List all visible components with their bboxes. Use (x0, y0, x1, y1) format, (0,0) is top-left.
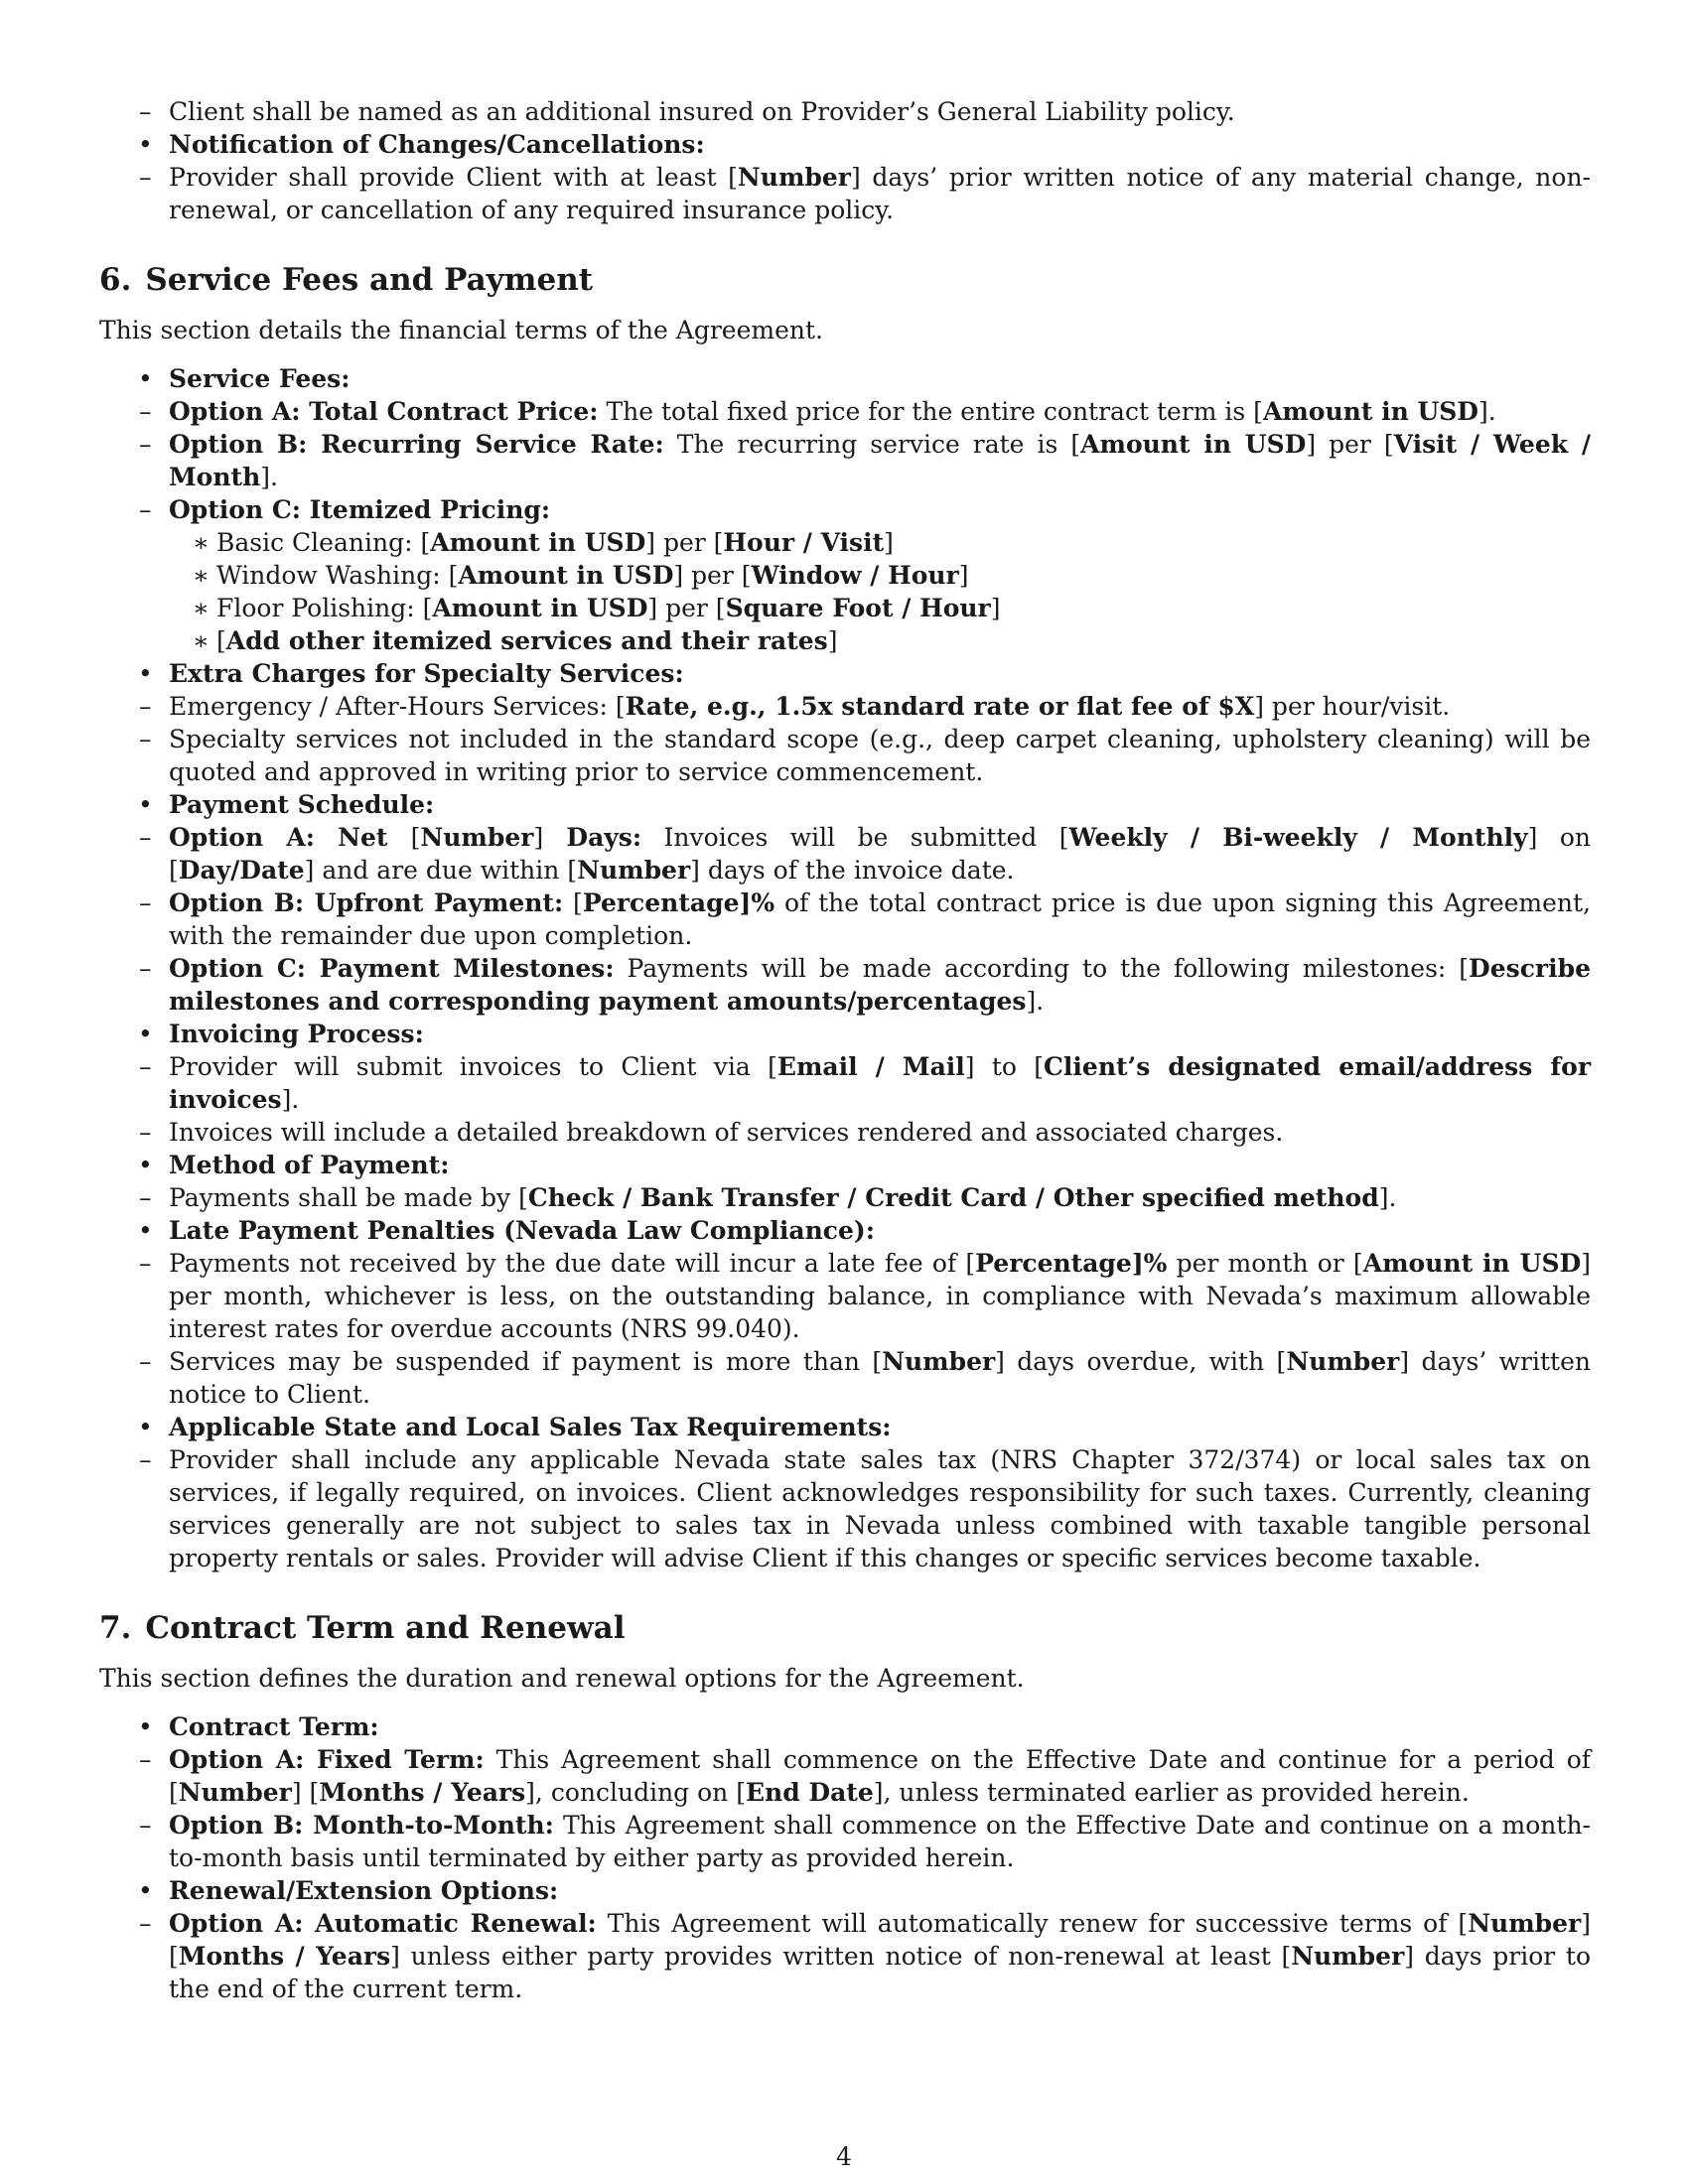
text-run: ] per hour/visit. (1254, 692, 1451, 721)
late-payment-item (99, 1214, 1591, 1411)
placeholder: Check / Bank Transfer / Credit Card / Other specified method (527, 1183, 1379, 1212)
service-fees-item (99, 362, 1591, 657)
section-title: Contract Term and Renewal (145, 1610, 626, 1646)
placeholder: Percentage (582, 888, 740, 917)
section-number: 7. (99, 1610, 132, 1646)
contract-term-sublist (160, 1743, 1591, 1874)
placeholder: Visit / Week / Month (169, 430, 1591, 491)
notification-sublist (160, 161, 1591, 226)
placeholder: Rate, e.g., 1.5x standard rate or flat fee of $X (625, 692, 1255, 721)
invoice-submission (100, 1050, 1591, 1116)
section-7-heading (99, 1574, 1591, 1662)
payment-schedule-sublist (160, 821, 1591, 1018)
section-number: 6. (99, 262, 132, 298)
label: Option B: Upfront Payment: (169, 888, 564, 917)
term-option-a (100, 1743, 1591, 1809)
additional-insured-text: – Client shall be named as an additional insured on Provider’s General Liability policy. (100, 95, 1591, 128)
schedule-option-a (100, 821, 1591, 887)
sales-tax-item (99, 1411, 1591, 1574)
placeholder: Percentage (975, 1249, 1132, 1278)
itemized-floor-polishing (163, 592, 1591, 624)
placeholder: Amount in USD (1080, 430, 1307, 459)
text-run: Floor Polishing: [ (216, 594, 433, 622)
placeholder: Amount in USD (1262, 397, 1478, 426)
itemized-window-washing (163, 559, 1591, 592)
text-run: ] per [ (645, 528, 724, 557)
text-run: This Agreement shall commence on the Effective Date and continue for a period of [ (169, 1745, 1591, 1807)
placeholder: Amount in USD (458, 561, 674, 590)
placeholder: Number (178, 1778, 292, 1807)
placeholder: Months / Years (178, 1942, 391, 1971)
text-run: Services may be suspended if payment is more than [ (169, 1347, 883, 1376)
sales-tax-label: Applicable State and Local Sales Tax Requirements: (169, 1413, 892, 1441)
text-run: ] per month, whichever is less, on the outstanding balance, in compliance with Nevada’s maximum allowable interest rates for overdue accounts (NRS 99.040). (169, 1249, 1591, 1343)
payment-schedule-item (99, 788, 1591, 1018)
placeholder: Day/Date (178, 856, 305, 885)
term-option-b (100, 1809, 1591, 1874)
placeholder: Square Foot / Hour (725, 594, 991, 622)
text-run: ] on [ (169, 823, 1591, 885)
text-run: ] per [ (647, 594, 726, 622)
placeholder: Number (420, 823, 534, 852)
insurance-cont-item (99, 95, 1591, 128)
text-run: Payments shall be made by [ (169, 1183, 528, 1212)
notification-list (99, 128, 1591, 226)
option-c-itemized (100, 493, 1591, 657)
placeholder: Amount in USD (1362, 1249, 1582, 1278)
late-payment-label: Late Payment Penalties (Nevada Law Compliance): (169, 1216, 875, 1245)
text-run: The recurring service rate is [ (663, 430, 1081, 459)
insurance-sublist-1 (160, 95, 1591, 128)
text-run: Invoices will be submitted [ (641, 823, 1069, 852)
renewal-item (99, 1874, 1591, 2005)
text-run: [ (410, 823, 421, 852)
placeholder: Amount in USD (432, 594, 648, 622)
text-run: ] per [ (1306, 430, 1394, 459)
text-run: ]. (281, 1085, 300, 1114)
text-run: ] (533, 823, 544, 852)
extra-charges-item (99, 657, 1591, 788)
extra-charges-label: Extra Charges for Specialty Services: (169, 659, 684, 688)
text-run: ]. (260, 463, 278, 491)
page-number: 4 (836, 2142, 852, 2171)
text-run: ] (958, 561, 969, 590)
placeholder: Add other itemized services and their rates (225, 626, 828, 655)
placeholder: Months / Years (319, 1778, 526, 1807)
text-run: ] days’ prior written notice of any material change, non-renewal, or cancellation of any required insurance policy. (169, 163, 1591, 224)
contract-term-item (99, 1710, 1591, 1874)
section-7-list (99, 1710, 1591, 2005)
text-run: Provider will submit invoices to Client via [ (169, 1052, 777, 1081)
text-run: Payments not received by the due date will incur a late fee of [ (169, 1249, 976, 1278)
placeholder: Email / Mail (776, 1052, 965, 1081)
text-run: of the total contract price is due upon signing this Agreement, with the remainder due upon completion. (169, 888, 1592, 950)
service-fees-label: Service Fees: (169, 364, 351, 393)
text-run: ] [ (291, 1778, 320, 1807)
text-run: ]. (1378, 1183, 1397, 1212)
section-6-intro: This section details the financial terms of the Agreement. (99, 316, 823, 344)
text-run: ] days overdue, with [ (995, 1347, 1287, 1376)
label: Option A: Net (169, 823, 411, 852)
sales-tax-text: – Provider shall include any applicable Nevada state sales tax (NRS Chapter 372/374) or local sales tax on services, if legally required, on invoices. Client acknowledges responsibility for such taxes. Currently, cleaning services generally are not subject to sales tax in Nevada unless combined with taxable tangible personal property rentals or sales. Provider will advise Client if this changes or specific services become taxable. (100, 1443, 1591, 1574)
placeholder: Number (577, 856, 691, 885)
renewal-label: Renewal/Extension Options: (169, 1876, 559, 1905)
renewal-sublist (160, 1907, 1591, 2005)
schedule-option-b (100, 887, 1591, 952)
label: Option A: Total Contract Price: (169, 397, 599, 426)
service-fees-sublist (160, 395, 1591, 657)
text-run: per month or [ (1167, 1249, 1363, 1278)
text-run: Payments will be made according to the following milestones: [ (614, 954, 1470, 983)
text-run: Window Washing: [ (216, 561, 459, 590)
notification-text (100, 161, 1591, 226)
extra-charges-sublist (160, 690, 1591, 788)
notification-item (99, 128, 1591, 226)
invoicing-process-item (99, 1018, 1591, 1149)
late-payment-sublist (160, 1247, 1591, 1411)
placeholder: Number (1468, 1909, 1582, 1938)
itemized-other (163, 624, 1591, 657)
text-run: ] (827, 626, 838, 655)
text-run: ]% (1131, 1249, 1168, 1278)
invoicing-sublist (160, 1050, 1591, 1149)
text-run: ] days prior to the end of the current term. (169, 1942, 1591, 2003)
label: Days: (543, 823, 642, 852)
section-6-heading (99, 226, 1591, 314)
emergency-services (100, 690, 1591, 723)
text-run: ] [ (169, 1909, 1591, 1971)
placeholder: Amount in USD (430, 528, 646, 557)
specialty-services: – Specialty services not included in the standard scope (e.g., deep carpet cleaning, upholstery cleaning) will be quoted and approved in writing prior to service commencement. (100, 723, 1591, 788)
text-run: ] per [ (673, 561, 752, 590)
invoice-breakdown: – Invoices will include a detailed breakdown of services rendered and associated charges. (100, 1116, 1591, 1149)
placeholder: Number (737, 163, 851, 192)
payment-schedule-label: Payment Schedule: (169, 790, 435, 819)
schedule-option-c (100, 952, 1591, 1018)
text-run: ] unless either party provides written notice of non-renewal at least [ (390, 1942, 1292, 1971)
placeholder: Hour / Visit (723, 528, 885, 557)
document-page (99, 95, 1591, 2005)
placeholder: Window / Hour (751, 561, 959, 590)
placeholder: Client’s designated email/address for invoices (169, 1052, 1592, 1114)
text-run: ], unless terminated earlier as provided herein. (873, 1778, 1470, 1807)
text-run: ] to [ (964, 1052, 1045, 1081)
sales-tax-sublist (160, 1443, 1591, 1574)
itemized-basic-cleaning (163, 526, 1591, 559)
section-title: Service Fees and Payment (145, 262, 594, 298)
text-run: Basic Cleaning: [ (216, 528, 431, 557)
method-of-payment-item (99, 1149, 1591, 1214)
insurance-continuation (99, 95, 1591, 128)
renewal-option-a (100, 1907, 1591, 2005)
text-run: The total fixed price for the entire contract term is [ (598, 397, 1263, 426)
section-7-intro: This section defines the duration and renewal options for the Agreement. (99, 1664, 1025, 1693)
suspension-text (100, 1345, 1591, 1411)
text-run: Emergency / After-Hours Services: [ (169, 692, 626, 721)
text-run: ]. (1477, 397, 1496, 426)
label: Option B: Month-to-Month: (169, 1811, 554, 1840)
placeholder: Number (1286, 1347, 1400, 1376)
text-run: ]% (739, 888, 775, 917)
contract-term-label: Contract Term: (169, 1712, 379, 1741)
placeholder: Describe milestones and corresponding payment amounts/percentages (169, 954, 1591, 1016)
payment-method-text (100, 1181, 1591, 1214)
option-b-recurring-rate (100, 428, 1591, 493)
text-run: ] (990, 594, 1001, 622)
method-label: Method of Payment: (169, 1151, 450, 1179)
text-run: ], concluding on [ (525, 1778, 746, 1807)
late-fee-text (100, 1247, 1591, 1345)
text-run: ]. (1026, 987, 1045, 1016)
text-run: ] and are due within [ (304, 856, 578, 885)
text-run: Provider shall provide Client with at least [ (169, 163, 738, 192)
text-run: This Agreement will automatically renew for successive terms of [ (596, 1909, 1469, 1938)
text-run: ] days of the invoice date. (690, 856, 1015, 885)
itemized-list (169, 526, 1591, 657)
text-run: [ (563, 888, 583, 917)
method-sublist (160, 1181, 1591, 1214)
label: Option B: Recurring Service Rate: (169, 430, 664, 459)
section-6-list (99, 362, 1591, 1574)
label: Option C: Itemized Pricing: (169, 495, 551, 524)
option-a-total-price (100, 395, 1591, 428)
placeholder: End Date (745, 1778, 874, 1807)
label: Option A: Fixed Term: (169, 1745, 485, 1774)
text-run: This Agreement shall commence on the Effective Date and continue on a month-to-month basis until terminated by either party as provided herein. (169, 1811, 1591, 1872)
placeholder: Number (882, 1347, 996, 1376)
placeholder: Number (1291, 1942, 1405, 1971)
text-run: ] days’ written notice to Client. (169, 1347, 1591, 1409)
placeholder: Weekly / Bi-weekly / Monthly (1068, 823, 1528, 852)
label: Option C: Payment Milestones: (169, 954, 615, 983)
label: Option A: Automatic Renewal: (169, 1909, 597, 1938)
text-run: ] (884, 528, 894, 557)
text-run: [ (216, 626, 226, 655)
invoicing-label: Invoicing Process: (169, 1020, 424, 1048)
notification-label: Notification of Changes/Cancellations: (169, 130, 705, 159)
